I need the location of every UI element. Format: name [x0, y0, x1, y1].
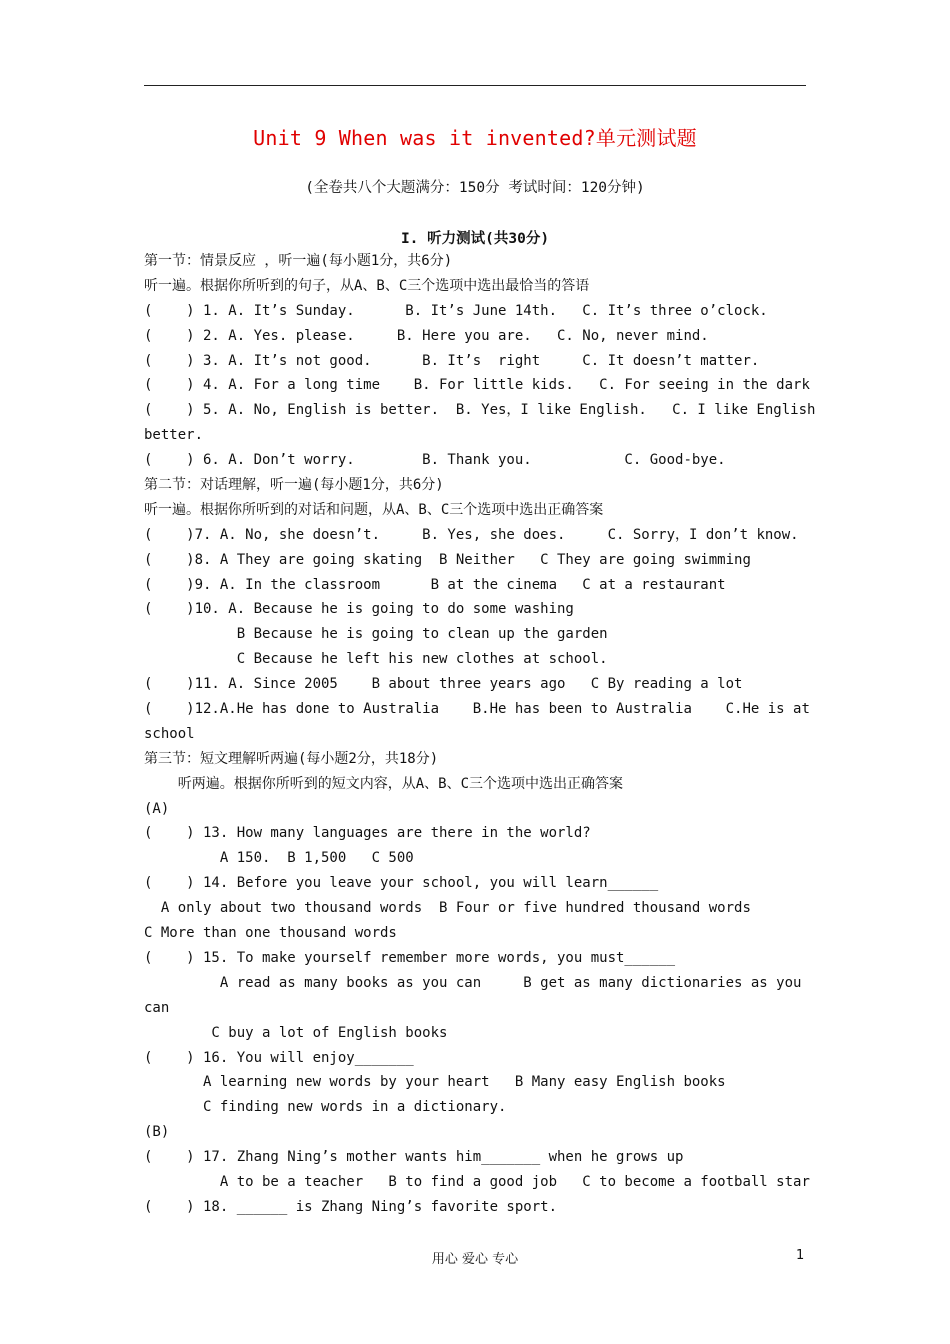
header-rule: [144, 85, 806, 86]
text-line: A read as many books as you can B get as many dictionaries as you: [144, 974, 802, 991]
text-line: A learning new words by your heart B Many easy English books: [144, 1074, 726, 1091]
text-line: C More than one thousand words: [144, 925, 397, 942]
text-line: B Because he is going to clean up the garden: [144, 626, 608, 643]
text-line: 听一遍。根据你所听到的句子，从A、B、C三个选项中选出最恰当的答语: [144, 277, 590, 294]
text-line: (A): [144, 800, 170, 817]
text-line: ( )11. A. Since 2005 B about three years ago C By reading a lot: [144, 676, 743, 693]
text-line: (B): [144, 1124, 170, 1141]
text-line: ( ) 13. How many languages are there in the world?: [144, 825, 591, 842]
text-line: ( ) 1. A. It’s Sunday. B. It’s June 14th. C. It’s three o’clock.: [144, 302, 768, 319]
text-line: better.: [144, 427, 204, 444]
page-number: 1: [796, 1248, 805, 1263]
question-body: [144, 249, 816, 1220]
exam-info: (全卷共八个大题满分：150分 考试时间：120分钟): [305, 180, 645, 196]
text-line: ( )9. A. In the classroom B at the cinema C at a restaurant: [144, 576, 726, 593]
text-line: 第一节：情景反应 ，听一遍(每小题1分，共6分): [144, 253, 453, 269]
text-line: 听一遍。根据你所听到的对话和问题，从A、B、C三个选项中选出正确答案: [144, 501, 604, 518]
text-line: ( ) 15. To make yourself remember more words, you must______: [144, 949, 676, 966]
text-line: ( ) 14. Before you leave your school, you will learn______: [144, 875, 659, 892]
page-title: Unit 9 When was it invented?单元测试题: [253, 126, 697, 150]
text-line: C finding new words in a dictionary.: [144, 1099, 507, 1116]
section-heading: I. 听力测试(共30分): [400, 231, 550, 247]
text-line: ( ) 3. A. It’s not good. B. It’s right C. It doesn’t matter.: [144, 352, 760, 369]
text-line: can: [144, 999, 170, 1016]
text-line: C buy a lot of English books: [144, 1024, 448, 1041]
text-line: ( ) 5. A. No, English is better. B. Yes，I like English. C. I like English: [144, 402, 816, 419]
text-line: 听两遍。根据你所听到的短文内容，从A、B、C三个选项中选出正确答案: [144, 775, 623, 792]
text-line: school: [144, 725, 195, 742]
text-line: ( )8. A They are going skating B Neither C They are going swimming: [144, 551, 751, 568]
text-line: ( ) 6. A. Don’t worry. B. Thank you. C. Good-bye.: [144, 452, 726, 469]
text-line: A only about two thousand words B Four or five hundred thousand words: [144, 900, 751, 917]
footer-motto: 用心 爱心 专心: [431, 1252, 519, 1267]
text-line: ( ) 16. You will enjoy_______: [144, 1049, 414, 1066]
text-line: A to be a teacher B to find a good job C to become a football star: [144, 1173, 810, 1190]
text-line: C Because he left his new clothes at school.: [144, 651, 608, 668]
text-line: 第二节：对话理解，听一遍(每小题1分，共6分): [144, 477, 444, 494]
text-line: 第三节：短文理解听两遍(每小题2分，共18分): [144, 750, 439, 767]
text-line: ( )7. A. No, she doesn’t. B. Yes, she does. C. Sorry，I don’t know.: [144, 526, 799, 543]
text-line: ( ) 2. A. Yes. please. B. Here you are. C. No, never mind.: [144, 327, 709, 344]
text-line: ( ) 18. ______ is Zhang Ning’s favorite sport.: [144, 1198, 558, 1215]
text-line: ( )10. A. Because he is going to do some washing: [144, 601, 574, 618]
text-line: ( ) 17. Zhang Ning’s mother wants him_______ when he grows up: [144, 1149, 684, 1166]
text-line: A 150. B 1,500 C 500: [144, 850, 414, 867]
text-line: ( )12.A.He has done to Australia B.He has been to Australia C.He is at: [144, 701, 810, 718]
text-line: ( ) 4. A. For a long time B. For little kids. C. For seeing in the dark: [144, 377, 810, 394]
